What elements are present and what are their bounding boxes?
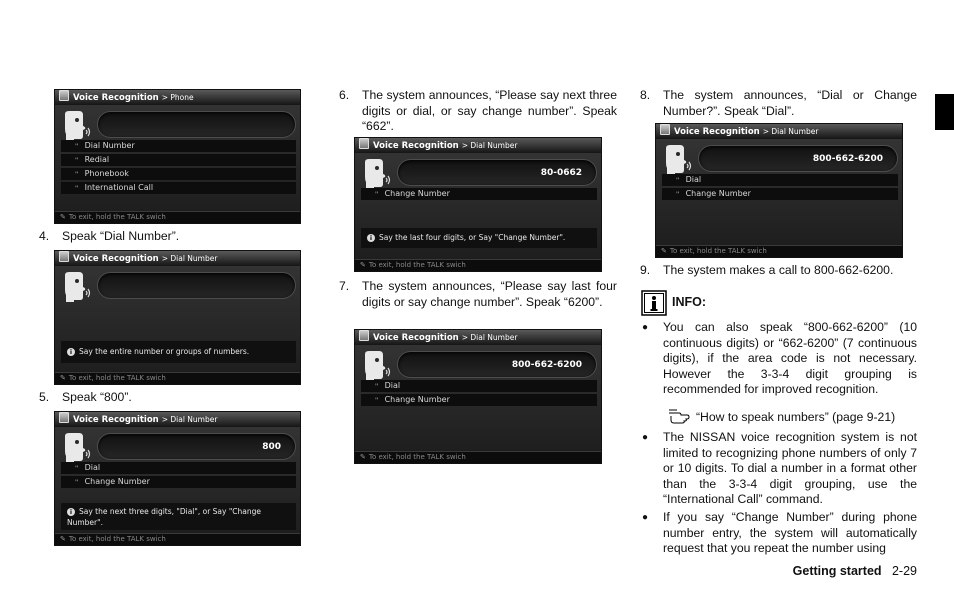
- menu-option-dial[interactable]: '' Dial: [361, 380, 597, 392]
- info-icon: i: [67, 508, 75, 516]
- screen-footer: ✎ To exit, hold the TALK swich: [355, 259, 601, 271]
- info-bullet-1: ● You can also speak “800-662-6200” (10 continuous digits) or “662-6200” (7 continuous digits), if the area code is not necessary. However the 3-3-4 digit grouping is recommended for improved recognition.: [642, 320, 917, 396]
- dialed-number-display: 800-662-6200: [397, 351, 597, 378]
- page-number: 2-29: [891, 564, 917, 578]
- chapter-tab-marker: [935, 94, 954, 130]
- voice-input-display: [97, 111, 296, 138]
- step-9: 9. The system makes a call to 800-662-6200.: [640, 263, 894, 277]
- menu-option-phonebook[interactable]: '' Phonebook: [61, 168, 296, 180]
- screen-footer: ✎ To exit, hold the TALK swich: [55, 211, 300, 223]
- menu-option-change-number[interactable]: '' Change Number: [662, 188, 898, 200]
- section-name: Getting started: [792, 564, 882, 578]
- step-7: 7. The system announces, “Please say last four digits or say change number”. Speak “6200”.: [339, 279, 617, 309]
- screen-dial-number-0662: [354, 137, 602, 272]
- speech-icon: '': [75, 478, 79, 486]
- dialed-number-display: 800: [97, 433, 296, 460]
- screen-title-bar: Voice Recognition > Dial Number: [656, 124, 902, 139]
- screen-title-bar: Voice Recognition > Dial Number: [355, 138, 601, 153]
- bullet-dot: ●: [642, 512, 649, 523]
- talking-head-icon: [362, 158, 392, 190]
- screen-dial-or-change: [655, 123, 903, 258]
- talking-head-icon: [62, 271, 92, 303]
- talking-head-icon: [62, 110, 92, 142]
- voice-menu-icon: [59, 251, 69, 262]
- dialed-number-display: 800-662-6200: [698, 145, 898, 172]
- voice-menu-icon: [359, 330, 369, 341]
- speech-icon: '': [375, 382, 379, 390]
- menu-option-dial[interactable]: '' Dial: [662, 174, 898, 186]
- talk-switch-icon: ✎: [60, 213, 66, 221]
- screen-footer: ✎ To exit, hold the TALK swich: [355, 451, 601, 463]
- menu-option-international-call[interactable]: '' International Call: [61, 182, 296, 194]
- voice-menu-icon: [59, 412, 69, 423]
- screen-footer: ✎ To exit, hold the TALK swich: [55, 533, 300, 545]
- talk-switch-icon: ✎: [360, 261, 366, 269]
- speech-icon: '': [75, 142, 79, 150]
- screen-title-bar: Voice Recognition > Dial Number: [355, 330, 601, 345]
- info-icon: i: [367, 234, 375, 242]
- info-bullet-3: ● If you say “Change Number” during phone number entry, the system will automatically request that you repeat the number using: [642, 510, 917, 555]
- page-reference-link[interactable]: “How to speak numbers” (page 9-21): [696, 410, 896, 424]
- talking-head-icon: [663, 144, 693, 176]
- instruction-note: i Say the last four digits, or Say "Change Number".: [361, 228, 597, 248]
- step-8: 8. The system announces, “Dial or Change Number?”. Speak “Dial”.: [640, 88, 917, 118]
- talking-head-icon: [62, 432, 92, 464]
- speech-icon: '': [75, 156, 79, 164]
- screen-footer: ✎ To exit, hold the TALK swich: [656, 245, 902, 257]
- step-6: 6. The system announces, “Please say next three digits or dial, or say change number”. Speak “662”.: [339, 88, 617, 133]
- instruction-note: i Say the entire number or groups of numbers.: [61, 341, 296, 363]
- info-heading: INFO:: [672, 295, 707, 309]
- speech-icon: '': [75, 170, 79, 178]
- step-5: 5. Speak “800”.: [39, 390, 132, 404]
- voice-input-display: [97, 272, 296, 299]
- talk-switch-icon: ✎: [661, 247, 667, 255]
- bullet-dot: ●: [642, 432, 649, 443]
- speech-icon: '': [375, 396, 379, 404]
- dialed-number-display: 80-0662: [397, 159, 597, 186]
- info-icon: i: [67, 348, 75, 356]
- screen-footer: ✎ To exit, hold the TALK swich: [55, 372, 300, 384]
- menu-option-change-number[interactable]: '' Change Number: [61, 476, 296, 488]
- step-4: 4. Speak “Dial Number”.: [39, 229, 180, 243]
- page-footer: [760, 564, 917, 578]
- menu-option-dial-number[interactable]: '' Dial Number: [61, 140, 296, 152]
- talk-switch-icon: ✎: [60, 535, 66, 543]
- speech-icon: '': [375, 190, 379, 198]
- voice-menu-icon: [660, 124, 670, 135]
- info-icon: [641, 290, 667, 316]
- voice-menu-icon: [359, 138, 369, 149]
- voice-menu-icon: [59, 90, 69, 101]
- speech-icon: '': [676, 190, 680, 198]
- screen-title-bar: Voice Recognition > Phone: [55, 90, 300, 105]
- pointing-hand-icon: [668, 409, 692, 424]
- instruction-note: i Say the next three digits, "Dial", or Say "Change Number".: [61, 503, 296, 530]
- screen-phone: [54, 89, 301, 224]
- speech-icon: '': [75, 464, 79, 472]
- talking-head-icon: [362, 350, 392, 382]
- screen-dial-number-empty: [54, 250, 301, 385]
- info-bullet-2: ● The NISSAN voice recognition system is not limited to recognizing phone numbers of only 7 or 10 digits. To dial a number in a format other than the 3-3-4 digit grouping, use the “International Call” command.: [642, 430, 917, 506]
- menu-option-change-number[interactable]: '' Change Number: [361, 188, 597, 200]
- bullet-dot: ●: [642, 322, 649, 333]
- menu-option-redial[interactable]: '' Redial: [61, 154, 296, 166]
- talk-switch-icon: ✎: [60, 374, 66, 382]
- speech-icon: '': [75, 184, 79, 192]
- speech-icon: '': [676, 176, 680, 184]
- screen-dial-number-full: [354, 329, 602, 464]
- screen-dial-number-800: [54, 411, 301, 546]
- talk-switch-icon: ✎: [360, 453, 366, 461]
- menu-option-dial[interactable]: '' Dial: [61, 462, 296, 474]
- menu-option-change-number[interactable]: '' Change Number: [361, 394, 597, 406]
- screen-title-bar: Voice Recognition > Dial Number: [55, 251, 300, 266]
- screen-title-bar: Voice Recognition > Dial Number: [55, 412, 300, 427]
- cross-reference: [668, 409, 917, 426]
